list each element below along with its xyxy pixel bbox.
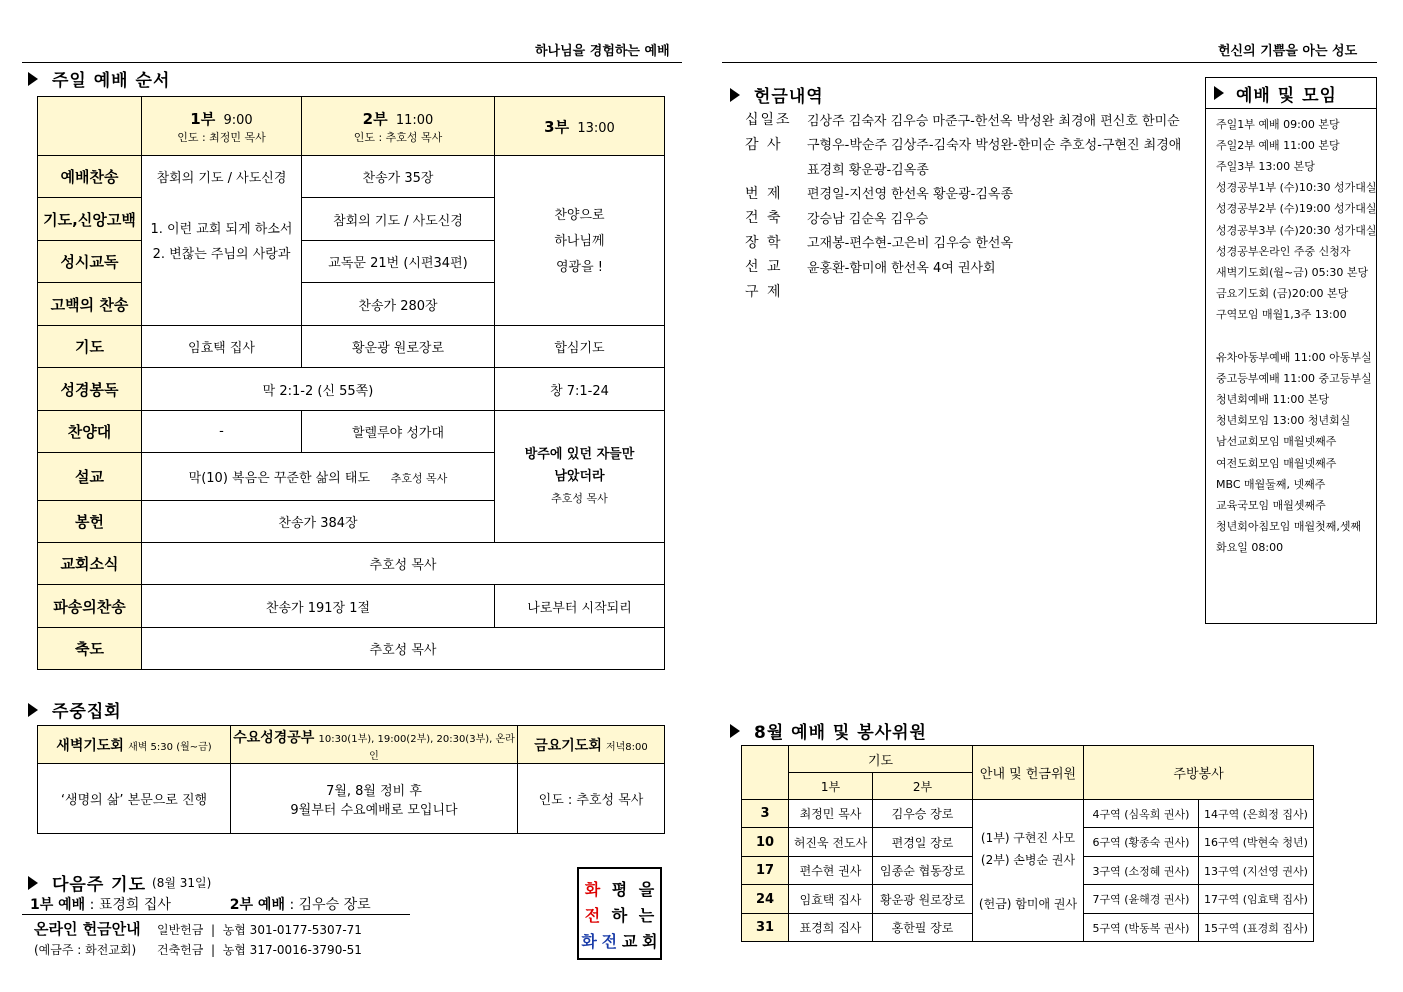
triangle-icon (28, 72, 38, 86)
row-label-news: 교회소식 (38, 543, 142, 585)
august-p1: 표경희 집사 (789, 914, 873, 942)
schedule-item: 주일3부 13:00 본당 (1216, 159, 1315, 173)
weekly-table (37, 725, 665, 834)
service-2-reading: 교독문 21번 (시편34편) (302, 241, 495, 283)
choir-1: - (142, 411, 302, 453)
august-k1: 5구역 (박동복 권사) (1084, 914, 1199, 942)
sending-3: 나로부터 시작되리 (495, 585, 665, 628)
august-guides: (1부) 구현진 사모 (2부) 손병순 권사 (헌금) 함미애 권사 (973, 800, 1084, 942)
corner-cell (38, 97, 142, 156)
august-p2: 임종순 협동장로 (873, 857, 973, 885)
offering-12: 찬송가 384장 (142, 501, 495, 543)
offering-row: 표경희 황운광-김옥종 (807, 162, 929, 178)
august-k2: 16구역 (박현숙 청년) (1199, 828, 1314, 857)
schedule-item: 성경공부온라인 주중 신청자 (1216, 244, 1351, 258)
triangle-icon (730, 724, 740, 738)
august-date: 10 (742, 828, 789, 857)
row-label-sending: 파송의찬송 (38, 585, 142, 628)
offering-row: 선 교 윤홍환-함미애 한선옥 4여 권사회 (745, 259, 996, 276)
schedule-item: 중고등부예배 11:00 중고등부실 (1216, 371, 1372, 385)
online-building: 건축헌금 | 농협 317-0016-3790-51 (157, 943, 362, 957)
service-3-liturgy: 찬양으로 하나님께 영광을 ! (495, 156, 665, 326)
dawn-header: 새벽기도회 새벽 5:30 (월~금) (38, 726, 231, 764)
service-2-header: 2부 11:00 인도 : 추호성 목사 (302, 97, 495, 156)
service-2-creed: 참회의 기도 / 사도신경 (302, 198, 495, 241)
august-k1: 4구역 (심옥희 권사) (1084, 800, 1199, 828)
schedule-item: 청년회모임 13:00 청년회실 (1216, 414, 1351, 428)
schedule-title: 예배 및 모임 (1206, 78, 1376, 109)
schedule-item (1216, 325, 1376, 346)
service-2-hymn2: 찬송가 280장 (302, 283, 495, 326)
schedule-item: MBC 매월둘째, 넷째주 (1216, 477, 1326, 491)
wed-header: 수요성경공부 10:30(1부), 19:00(2부), 20:30(3부), 온라인 (231, 726, 518, 764)
august-table (741, 745, 1314, 942)
offering-row: 번 제 편경일-지선영 한선옥 황운광-김옥종 (745, 185, 1014, 203)
fri-header: 금요기도회 저녁8:00 (518, 726, 665, 764)
row-label-sermon: 설교 (38, 453, 142, 501)
schedule-item: 주일1부 예배 09:00 본당 (1216, 117, 1340, 131)
news: 추호성 목사 (142, 543, 665, 585)
motto-box: 화 평 을 전 하 는 화 전 교 회 (577, 867, 662, 960)
row-label-confession: 고백의 찬송 (38, 283, 142, 326)
august-p1: 최정민 목사 (789, 800, 873, 828)
august-p2: 편경일 장로 (873, 828, 973, 857)
online-title: 온라인 헌금안내 (34, 920, 141, 938)
august-kitchen-header: 주방봉사 (1084, 746, 1314, 800)
fri-body: 인도 : 추호성 목사 (518, 764, 665, 834)
choir-2: 할렐루야 성가대 (302, 411, 495, 453)
august-p2: 황운광 원로장로 (873, 885, 973, 914)
offering-row: 십일조 김상주 김숙자 김우승 마준구-한선옥 박성완 최경애 편신호 한미순 (745, 112, 1180, 129)
row-label-offering: 봉헌 (38, 501, 142, 543)
schedule-item: 주일2부 예배 11:00 본당 (1216, 138, 1340, 152)
row-label-creed: 기도,신앙고백 (38, 198, 142, 241)
august-guide-header: 안내 및 헌금위원 (973, 746, 1084, 800)
schedule-item: 성경공부2부 (수)19:00 성가대실 (1216, 202, 1377, 216)
dawn-body: ‘생명의 삶’ 본문으로 진행 (38, 764, 231, 834)
schedule-item: 새벽기도회(월~금) 05:30 본당 (1216, 265, 1369, 279)
august-s2-header: 2부 (873, 773, 973, 800)
schedule-item: 교육국모임 매월셋째주 (1216, 498, 1326, 512)
benediction: 추호성 목사 (142, 628, 665, 670)
sermon-3: 방주에 있던 자들만 남았더라 추호성 목사 (495, 411, 665, 543)
sermon-12: 막(10) 복음은 꾸준한 삶의 태도 추호성 목사 (142, 453, 495, 501)
august-date: 31 (742, 914, 789, 942)
header-left: 하나님을 경험하는 예배 (535, 44, 670, 59)
worship-order-table (37, 96, 665, 670)
schedule-item: 구역모임 매월1,3주 13:00 (1216, 308, 1347, 322)
schedule-item: 화요일 08:00 (1216, 541, 1284, 555)
online-holder: (예금주 : 화전교회) (34, 943, 137, 957)
service-1-liturgy: 참회의 기도 / 사도신경 1. 이런 교회 되게 하소서 2. 변찮는 주님의 사랑과 (142, 156, 302, 326)
row-label-choir: 찬양대 (38, 411, 142, 453)
online-general: 일반헌금 | 농협 301-0177-5307-71 (157, 923, 362, 937)
triangle-icon (28, 876, 38, 890)
august-title: 8월 예배 및 봉사위원 (730, 718, 927, 743)
header-right-rule (722, 62, 1377, 63)
wed-body: 7월, 8월 정비 후 9월부터 수요예배로 모입니다 (231, 764, 518, 834)
offering-row: 건 축 강승남 김순옥 김우승 (745, 210, 929, 227)
august-p1: 허진욱 전도사 (789, 828, 873, 857)
service-2-hymn: 찬송가 35장 (302, 156, 495, 198)
next-week-line: 1부 예배 : 표경희 집사 2부 예배 : 김우승 장로 (30, 897, 371, 913)
service-3-header: 3부 13:00 (495, 97, 665, 156)
offerings-list (745, 107, 1195, 303)
schedule-item: 남선교회모임 매월넷째주 (1216, 435, 1337, 449)
header-left-rule (22, 62, 682, 63)
triangle-icon (28, 703, 38, 717)
schedule-box (1205, 77, 1377, 624)
august-k2: 14구역 (은희정 집사) (1199, 800, 1314, 828)
august-p1: 편수현 권사 (789, 857, 873, 885)
august-corner (742, 746, 789, 800)
next-week-title: 다음주 기도 (8월 31일) (28, 870, 211, 895)
triangle-icon (1214, 86, 1224, 100)
schedule-item: 성경공부1부 (수)10:30 성가대실 (1216, 181, 1377, 195)
schedule-item: 청년회아침모임 매월첫째,셋째 (1216, 520, 1362, 534)
august-p2: 김우승 장로 (873, 800, 973, 828)
august-date: 3 (742, 800, 789, 828)
row-label-benediction: 축도 (38, 628, 142, 670)
sending-12: 찬송가 191장 1절 (142, 585, 495, 628)
schedule-item: 여전도회모임 매월넷째주 (1216, 456, 1337, 470)
offering-row: 구 제 (745, 283, 783, 300)
prayer-1: 임효택 집사 (142, 326, 302, 368)
offerings-title: 헌금내역 (730, 82, 824, 107)
august-p2: 홍한필 장로 (873, 914, 973, 942)
august-date: 17 (742, 857, 789, 885)
next-week-rule (22, 914, 410, 915)
august-k2: 15구역 (표경희 집사) (1199, 914, 1314, 942)
schedule-item: 청년회예배 11:00 본당 (1216, 393, 1330, 407)
worship-order-title: 주일 예배 순서 (28, 66, 170, 91)
row-label-hymn: 예배찬송 (38, 156, 142, 198)
schedule-item: 성경공부3부 (수)20:30 성가대실 (1216, 223, 1377, 237)
offering-row: 감 사 구형우-박순주 김상주-김숙자 박성완-한미순 추호성-구현진 최경애 (745, 136, 1182, 154)
august-s1-header: 1부 (789, 773, 873, 800)
header-right: 헌신의 기쁨을 아는 성도 (1218, 44, 1358, 59)
scripture-3: 창 7:1-24 (495, 368, 665, 411)
august-k1: 3구역 (소정혜 권사) (1084, 857, 1199, 885)
august-k2: 17구역 (임효택 집사) (1199, 885, 1314, 914)
august-k2: 13구역 (지선영 권사) (1199, 857, 1314, 885)
triangle-icon (730, 88, 740, 102)
prayer-2: 황운광 원로장로 (302, 326, 495, 368)
schedule-item: 유차아동부예배 11:00 아동부실 (1216, 350, 1372, 364)
scripture-12: 막 2:1-2 (신 55쪽) (142, 368, 495, 411)
august-k1: 7구역 (윤해경 권사) (1084, 885, 1199, 914)
august-p1: 임효택 집사 (789, 885, 873, 914)
schedule-item: 금요기도회 (금)20:00 본당 (1216, 287, 1349, 301)
prayer-3: 합심기도 (495, 326, 665, 368)
august-k1: 6구역 (황종숙 권사) (1084, 828, 1199, 857)
offering-row: 장 학 고재봉-편수현-고은비 김우승 한선옥 (745, 234, 1014, 252)
august-date: 24 (742, 885, 789, 914)
weekly-title: 주중집회 (28, 697, 122, 722)
row-label-prayer: 기도 (38, 326, 142, 368)
august-prayer-header: 기도 (789, 746, 973, 773)
row-label-scripture: 성경봉독 (38, 368, 142, 411)
service-1-header: 1부 9:00 인도 : 최정민 목사 (142, 97, 302, 156)
row-label-reading: 성시교독 (38, 241, 142, 283)
